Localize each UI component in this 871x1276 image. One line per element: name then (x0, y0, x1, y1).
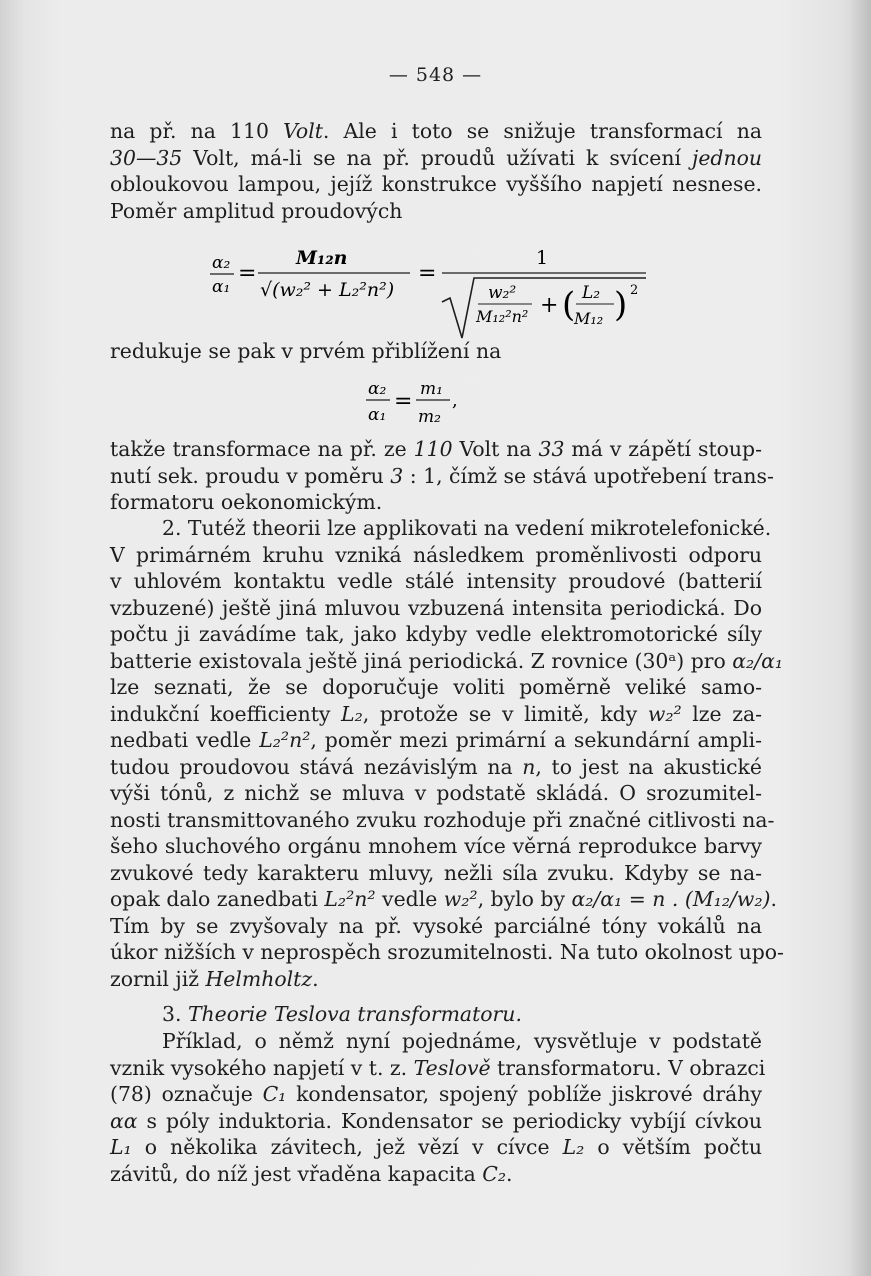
paragraph-3 (110, 436, 774, 516)
eq1-mid-num: M₁₂n (296, 247, 348, 269)
text-line: lze seznati, že se doporučuje voliti poměrně veliké samo- (110, 675, 762, 699)
text-line: V primárném kruhu vzniká následkem proměnlivosti odporu (110, 542, 762, 567)
text-line: Tím by se zvyšovaly na př. vysoké parciálné tóny vokálů na (110, 913, 762, 938)
text-line: L₁ o několika závitech, jež vězí v cívce L₂ o větším počtu (110, 1135, 763, 1159)
eq1-lhs-den: α₁ (212, 277, 231, 297)
text-line: vznik vysokého napjetí v t. z. Teslově transformatoru. V obrazci (110, 1055, 766, 1080)
text-line: tudou proudovou stává nezávislým na n, to jest na akustické (110, 754, 762, 779)
paragraph-2 (110, 338, 762, 365)
eq2-rhs-num: m₁ (420, 379, 443, 399)
text-line: nutí sek. proudu v poměru 3 : 1, čímž se stává upotřebení trans- (110, 463, 774, 488)
text-line: zornil již Helmholtz. (110, 966, 319, 991)
paragraph-1-lines (110, 118, 762, 224)
text-line: nedbati vedle L₂²n², poměr mezi primární a sekundární ampli- (110, 728, 762, 752)
eq2-equals: = (394, 389, 413, 414)
paragraph-1 (110, 118, 762, 224)
text-line: indukční koefficienty L₂, protože se v limitě, kdy w₂² lze za- (110, 701, 762, 726)
text-line: výši tónů, z nichž se mluva v podstatě skládá. O srozumitel- (110, 781, 762, 805)
eq2-rhs-den: m₂ (418, 407, 441, 427)
text-line: závitů, do níž jest vřaděna kapacita C₂. (110, 1161, 513, 1186)
text-line: Příklad, o němž nyní pojednáme, vysvětluje v podstatě (162, 1029, 762, 1053)
eq1-paren-open: ( (562, 285, 576, 325)
paragraph-5-lines (110, 1028, 766, 1187)
page-edge (851, 0, 871, 1276)
equation-2-svg (364, 374, 504, 430)
eq1-rhs-num: 1 (536, 247, 549, 269)
eq1-lhs-num: α₂ (212, 253, 231, 273)
paragraph-2-text: redukuje se pak v prvém přiblížení na (110, 339, 502, 363)
eq1-rhs-den-a: w₂² (488, 283, 517, 303)
equation-1-svg (210, 242, 670, 346)
text-line: batterie existovala ještě jiná periodická. Z rovnice (30ᵃ) pro α₂/α₁ (110, 648, 784, 673)
text-line: v uhlovém kontaktu vedle stálé intensity proudové (batterií (110, 569, 762, 593)
equation-amplitude-ratio (210, 242, 670, 346)
eq1-equals-2: = (418, 261, 437, 286)
eq1-rhs-den-b: M₁₂²n² (476, 307, 529, 326)
equation-winding-ratio (364, 374, 504, 430)
text-line: šeho sluchového orgánu mnohem více věrná reprodukce barvy (110, 834, 762, 858)
text-line: 2. Tutéž theorii lze applikovati na vedení mikrotelefonické. (162, 516, 772, 540)
eq1-paren-close: ) (614, 285, 628, 325)
eq1-mid-den: √(w₂² + L₂²n²) (260, 279, 395, 301)
eq1-equals-1: = (238, 261, 257, 286)
text-line: 30—35 Volt, má-li se na př. proudů užívati k svícení jednou (110, 145, 762, 170)
eq1-rhs-den-d: M₁₂ (574, 309, 604, 328)
text-line: zvukové tedy karakteru mluvy, nežli síla zvuku. Kdyby se na- (110, 860, 762, 885)
text-line: formatoru oekonomickým. (110, 490, 383, 514)
text-line: αα s póly induktoria. Kondensator se periodicky vybíjí cívkou (110, 1108, 762, 1133)
paragraph-5 (110, 1028, 766, 1187)
text-line: takže transformace na př. ze 110 Volt na 33 má v zápětí stoup- (110, 437, 762, 461)
text-line: opak dalo zanedbati L₂²n² vedle w₂², bylo by α₂/α₁ = n . (M₁₂/w₂). (110, 887, 777, 911)
paragraph-4-lines (110, 515, 784, 992)
eq2-lhs-num: α₂ (368, 379, 387, 399)
eq1-rhs-den-c: L₂ (582, 283, 601, 303)
paragraph-4 (110, 515, 784, 992)
paragraph-3-lines (110, 436, 774, 516)
text-line: vzbuzené) ještě jiná mluvou vzbuzená intensita periodická. Do (110, 595, 762, 620)
eq2-lhs-den: α₁ (368, 405, 387, 425)
eq2-comma: , (452, 390, 458, 411)
text-line: obloukovou lampou, jejíž konstrukce vyššího napjetí nesnese. (110, 172, 762, 196)
text-line: počtu ji zavádíme tak, jako kdyby vedle elektromotorické síly (110, 622, 762, 646)
text-line: úkor nižších v neprospěch srozumitelnosti. Na tuto okolnost upo- (110, 940, 784, 964)
text-line: na př. na 110 Volt. Ale i toto se snižuje transformací na (110, 119, 762, 143)
text-line: (78) označuje C₁ kondensator, spojený poblíže jiskrové dráhy (110, 1082, 762, 1106)
section-3-title-line: 3. Theorie Teslova transformatoru. (162, 1002, 522, 1026)
eq1-square: 2 (630, 283, 639, 298)
page-number: — 548 — (388, 64, 483, 86)
section-3-title (110, 1001, 762, 1028)
eq1-plus: + (540, 293, 559, 318)
text-line: nosti transmittovaného zvuku rozhoduje při značné citlivosti na- (110, 807, 775, 832)
text-line: Poměr amplitud proudových (110, 198, 403, 223)
